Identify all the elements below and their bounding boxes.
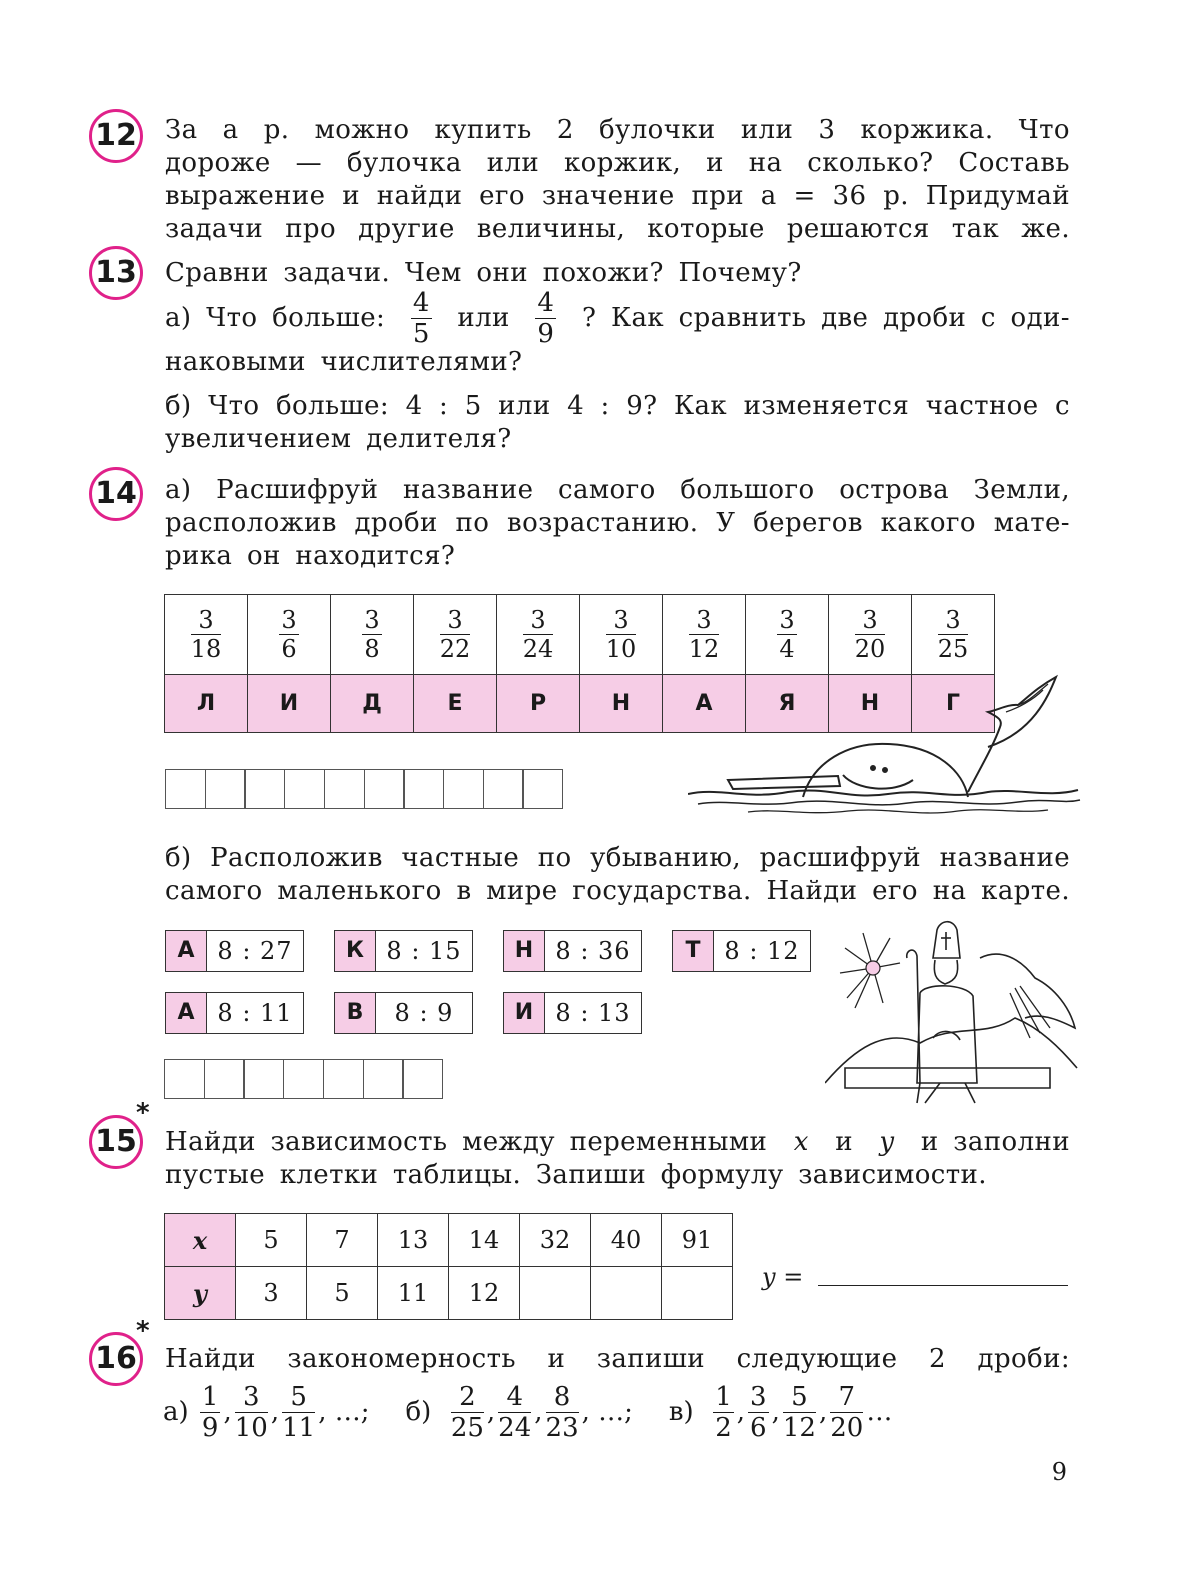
quotient-box [503, 992, 642, 1034]
task-15-line-2: пустые клетки таблицы. Запиши формулу зависимости. [165, 1160, 987, 1190]
task-14-number: 14 [89, 467, 143, 521]
cipher-fraction-cell: $\frac{3}{20}$ [829, 595, 912, 675]
y-row [165, 1267, 733, 1320]
task-16-intro: Найди закономерность и запиши следующие 2 дроби: [165, 1344, 1070, 1374]
seq-c-fraction: $\frac{5}{12}$ [782, 1381, 816, 1443]
answer-box[interactable] [324, 769, 365, 809]
task-14b-line-2: самого маленького в мире государства. Найди его на карте. [165, 876, 1070, 906]
answer-box[interactable] [165, 769, 206, 809]
cipher-letter-cell: Л [165, 675, 248, 733]
seq-b-label: б) [405, 1397, 432, 1427]
x-cell: 32 [520, 1214, 591, 1267]
x-cell: 13 [378, 1214, 449, 1267]
cipher-letter-cell: Н [580, 675, 663, 733]
seq-a-fraction: $\frac{3}{10}$ [234, 1381, 268, 1443]
task-15-text-a: Найди зависимость между переменными [165, 1127, 768, 1157]
cipher-letter-cell: Р [497, 675, 580, 733]
answer-box[interactable] [283, 1059, 324, 1099]
fraction-4-5: $\frac{4}{5}$ [412, 287, 430, 349]
seq-c-ellipsis: … [866, 1397, 893, 1427]
cipher-fraction-cell: $\frac{3}{8}$ [331, 595, 414, 675]
fraction-row [165, 595, 995, 675]
quotient-letter: К [335, 931, 376, 971]
task-13-number: 13 [89, 246, 143, 300]
quotient-box [672, 930, 811, 972]
answer-box[interactable] [403, 769, 444, 809]
cipher-letter-cell: Я [746, 675, 829, 733]
x-cell: 5 [236, 1214, 307, 1267]
task-14b-line-1: б) Расположив частные по убыванию, расшифруй название [165, 843, 1070, 873]
task-12-line-2: дороже — булочка или коржик, и на сколько? Составь [165, 148, 1070, 178]
quotient-expression: 8 : 11 [217, 999, 293, 1027]
whale-illustration [688, 672, 1083, 837]
var-x: x [793, 1127, 809, 1157]
task-13-intro-line: Сравни задачи. Чем они похожи? Почему? [165, 258, 802, 288]
task-14a-text [165, 474, 1070, 573]
task-15-line-2-wrap [165, 1159, 1070, 1192]
cipher-fraction-cell: $\frac{3}{22}$ [414, 595, 497, 675]
quotient-box [165, 992, 304, 1034]
cipher-fraction-cell: $\frac{3}{6}$ [248, 595, 331, 675]
cipher-fraction-cell: $\frac{3}{18}$ [165, 595, 248, 675]
seq-c-fraction: $\frac{1}{2}$ [715, 1381, 732, 1443]
task-12-line-4: задачи про другие величины, которые решаются так же. [165, 214, 1070, 244]
y-empty-cell[interactable] [520, 1267, 591, 1320]
formula-answer-line[interactable] [818, 1285, 1068, 1286]
cipher-letter-cell: Г [912, 675, 995, 733]
quotient-letter: Н [504, 931, 545, 971]
task-13-intro [165, 257, 1070, 290]
cipher-fraction-cell: $\frac{3}{24}$ [497, 595, 580, 675]
answer-box[interactable] [244, 769, 285, 809]
task-13a-question: а) Что больше: [165, 302, 386, 333]
cipher-letter-cell: А [663, 675, 746, 733]
quotient-expression: 8 : 36 [555, 937, 631, 965]
answer-box[interactable] [204, 1059, 245, 1099]
task-14a-line-2: расположив дроби по возрастанию. У берегов какого мате- [165, 508, 1070, 538]
task-14a-line-3: рика он находится? [165, 541, 456, 571]
quotient-box [165, 930, 304, 972]
answer-box[interactable] [483, 769, 524, 809]
task-14a-line-1: а) Расшифруй название самого большого острова Земли, [165, 475, 1070, 505]
task-16-number: 16 [89, 1332, 143, 1386]
quotient-expression: 8 : 12 [724, 937, 800, 965]
task-16-sequences: а) $\frac{1}{9}$ , $\frac{3}{10}$ , $\frac{5}{11}$ , …; б) $\frac{2}{25}$ , $\frac{4}{24}$ , $\frac{8}{23}$ , …; в) $\frac{1}{2}$ , $\frac{3}{6}$ , $\frac{5}{12}$ , $\frac{7}{20}$ … [163, 1381, 893, 1443]
cipher-letter-cell: Н [829, 675, 912, 733]
seq-c-fraction: $\frac{7}{20}$ [830, 1381, 864, 1443]
seq-a-ellipsis: …; [334, 1397, 370, 1427]
task-15-line-1 [165, 1126, 1070, 1159]
x-row [165, 1214, 733, 1267]
y-cell: 11 [378, 1267, 449, 1320]
task-12-line-3: выражение и найди его значение при a = 36 р. Придумай [165, 181, 1070, 211]
cipher-fraction-cell: $\frac{3}{4}$ [746, 595, 829, 675]
answer-box[interactable] [443, 769, 484, 809]
pope-illustration [825, 918, 1080, 1110]
seq-c-label: в) [668, 1397, 694, 1427]
dependency-table [164, 1213, 733, 1320]
x-cell: 91 [662, 1214, 733, 1267]
y-empty-cell[interactable] [662, 1267, 733, 1320]
x-cell: 40 [591, 1214, 662, 1267]
cipher-fraction-cell: $\frac{3}{25}$ [912, 595, 995, 675]
answer-box[interactable] [402, 1059, 443, 1099]
answer-box[interactable] [323, 1059, 364, 1099]
cipher-fraction-cell: $\frac{3}{12}$ [663, 595, 746, 675]
task-13b-line-1: б) Что больше: 4 : 5 или 4 : 9? Как изменяется частное с [165, 391, 1070, 421]
x-cell: 14 [449, 1214, 520, 1267]
var-y: y [879, 1127, 895, 1157]
quotient-expression: 8 : 27 [217, 937, 293, 965]
y-header: y [165, 1267, 236, 1320]
task-14b-text [165, 842, 1070, 908]
quotient-letter: В [335, 993, 376, 1033]
seq-b-fraction: $\frac{2}{25}$ [450, 1381, 484, 1443]
x-header: x [165, 1214, 236, 1267]
cipher-fraction-cell: $\frac{3}{10}$ [580, 595, 663, 675]
fraction-4-9: $\frac{4}{9}$ [537, 287, 555, 349]
answer-box[interactable] [243, 1059, 284, 1099]
quotient-expression: 8 : 13 [555, 999, 631, 1027]
answer-box[interactable] [363, 1059, 404, 1099]
cipher-letter-cell: И [248, 675, 331, 733]
task-16-intro-wrap [165, 1343, 1070, 1376]
formula-label: y = [762, 1263, 804, 1291]
quotient-box [334, 992, 473, 1034]
quotient-letter: Т [673, 931, 714, 971]
seq-a-label: а) [163, 1397, 189, 1427]
answer-boxes-14b[interactable] [164, 1059, 442, 1099]
task-12-line-1: За a р. можно купить 2 булочки или 3 коржика. Что [165, 115, 1070, 145]
task-12-text [165, 114, 1070, 246]
answer-box[interactable] [284, 769, 325, 809]
quotient-letter: И [504, 993, 545, 1033]
seq-b-fraction: $\frac{8}{23}$ [545, 1381, 579, 1443]
quotient-expression: 8 : 15 [386, 937, 462, 965]
task-13a-line-2-wrap [165, 346, 1070, 379]
quotient-box [503, 930, 642, 972]
task-13a-line-2: наковыми числителями? [165, 347, 523, 377]
x-cell: 7 [307, 1214, 378, 1267]
task-13b [165, 390, 1070, 456]
seq-b-fraction: $\frac{4}{24}$ [498, 1381, 532, 1443]
y-cell: 5 [307, 1267, 378, 1320]
quotient-letter: А [166, 993, 207, 1033]
answer-box[interactable] [164, 1059, 205, 1099]
seq-c-fraction: $\frac{3}{6}$ [750, 1381, 767, 1443]
task-13a-line-1 [165, 287, 1070, 349]
quotient-expression: 8 : 9 [394, 999, 454, 1027]
difficulty-star-icon: * [136, 1316, 150, 1346]
y-empty-cell[interactable] [591, 1267, 662, 1320]
seq-a-fraction: $\frac{5}{11}$ [282, 1381, 316, 1443]
page-number: 9 [1051, 1458, 1067, 1486]
seq-a-fraction: $\frac{1}{9}$ [201, 1381, 219, 1443]
answer-box[interactable] [364, 769, 405, 809]
quotient-letter: А [166, 931, 207, 971]
quotient-box [334, 930, 473, 972]
y-cell: 3 [236, 1267, 307, 1320]
answer-box[interactable] [522, 769, 563, 809]
cipher-letter-cell: Д [331, 675, 414, 733]
task-13a-or: или [457, 302, 510, 333]
answer-box[interactable] [205, 769, 246, 809]
task-13a-question-2: ? Как сравнить две дроби с оди- [581, 302, 1070, 333]
task-15-and: и [835, 1127, 853, 1157]
answer-boxes-14a[interactable] [165, 769, 562, 809]
y-cell: 12 [449, 1267, 520, 1320]
task-13b-line-2: увеличением делителя? [165, 424, 512, 454]
task-12-number: 12 [89, 109, 143, 163]
cipher-letter-cell: Е [414, 675, 497, 733]
difficulty-star-icon: * [136, 1098, 150, 1128]
seq-b-ellipsis: …; [598, 1397, 633, 1427]
task-15-text-b: и заполни [920, 1127, 1070, 1157]
task-15-number: 15 [89, 1115, 143, 1169]
